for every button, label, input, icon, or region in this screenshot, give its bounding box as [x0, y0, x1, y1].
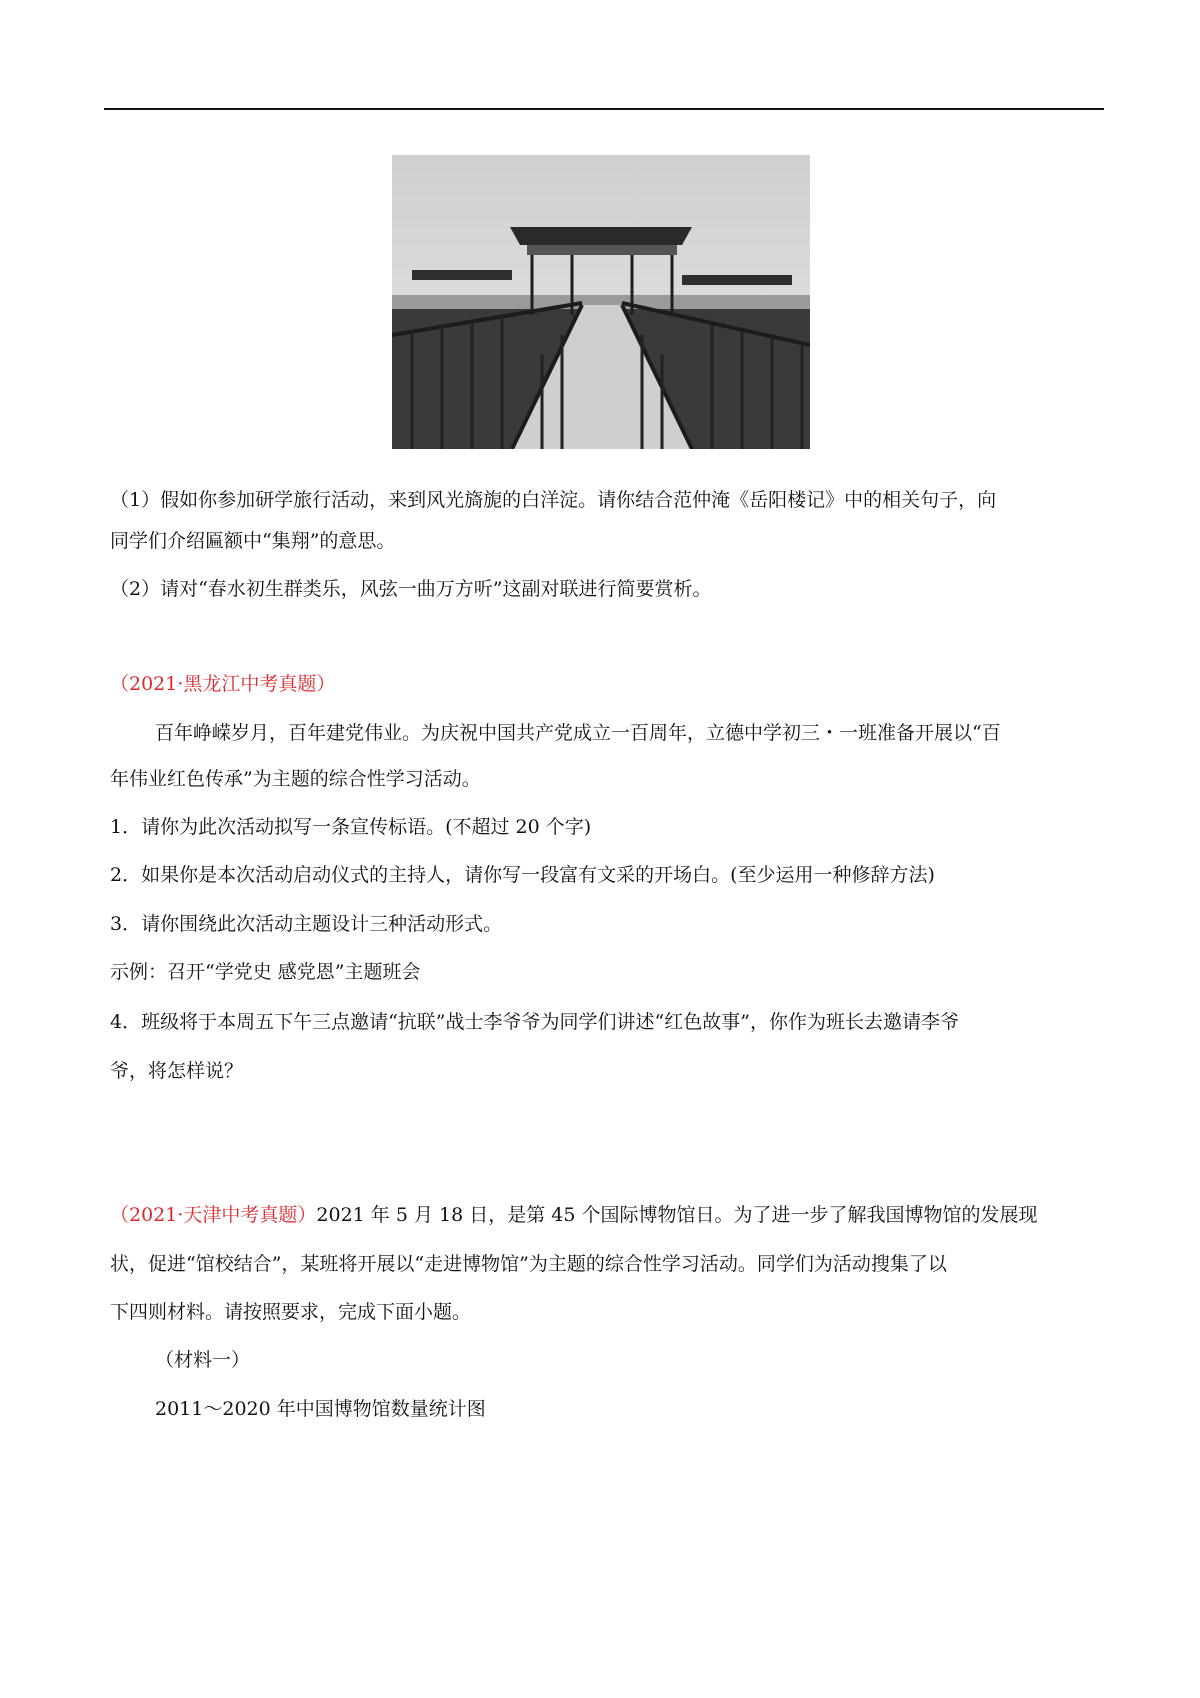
q1-sub1-line2: 同学们介绍匾额中“集翔”的意思。 [110, 530, 396, 552]
q3-line2: 状，促进“馆校结合”，某班将开展以“走进博物馆”为主题的综合性学习活动。同学们为活动搜集了以 [110, 1253, 947, 1275]
q2-intro-line1: 百年峥嵘岁月，百年建党伟业。为庆祝中国共产党成立一百周年，立德中学初三・一班准备开展以“百 [155, 722, 1001, 744]
q1-sub2: （2）请对“春水初生群类乐，风弦一曲万方听”这副对联进行简要赏析。 [110, 578, 712, 600]
q1-sub1-line1: （1）假如你参加研学旅行活动，来到风光旖旎的白洋淀。请你结合范仲淹《岳阳楼记》中的相关句子，向 [110, 489, 997, 511]
lake-pavilion-photo [392, 155, 810, 449]
q3-source-tag: （2021·天津中考真题） [110, 1204, 317, 1226]
q2-item-1: 1．请你为此次活动拟写一条宣传标语。(不超过 20 个字) [110, 816, 592, 838]
q3-line1-text: 2021 年 5 月 18 日，是第 45 个国际博物馆日。为了进一步了解我国博物馆的发展现 [316, 1204, 1038, 1226]
q3-first-line [110, 1201, 1037, 1229]
q3-chart-caption: 2011～2020 年中国博物馆数量统计图 [155, 1398, 486, 1420]
q2-item-2: 2．如果你是本次活动启动仪式的主持人，请你写一段富有文采的开场白。(至少运用一种修辞方法) [110, 864, 935, 886]
q2-example: 示例：召开“学党史 感党恩”主题班会 [110, 961, 421, 983]
header-rule [104, 108, 1104, 110]
q2-item-4-line2: 爷，将怎样说？ [110, 1060, 244, 1082]
q2-intro-line2: 年伟业红色传承”为主题的综合性学习活动。 [110, 768, 481, 790]
q2-source-tag: （2021·黑龙江中考真题） [110, 673, 336, 695]
q3-line3: 下四则材料。请按照要求，完成下面小题。 [110, 1301, 472, 1323]
q2-item-3: 3．请你围绕此次活动主题设计三种活动形式。 [110, 913, 503, 935]
q2-item-4-line1: 4．班级将于本周五下午三点邀请“抗联”战士李爷爷为同学们讲述“红色故事”，你作为班长去邀请李爷 [110, 1011, 959, 1033]
q3-material-label: （材料一） [155, 1349, 251, 1371]
